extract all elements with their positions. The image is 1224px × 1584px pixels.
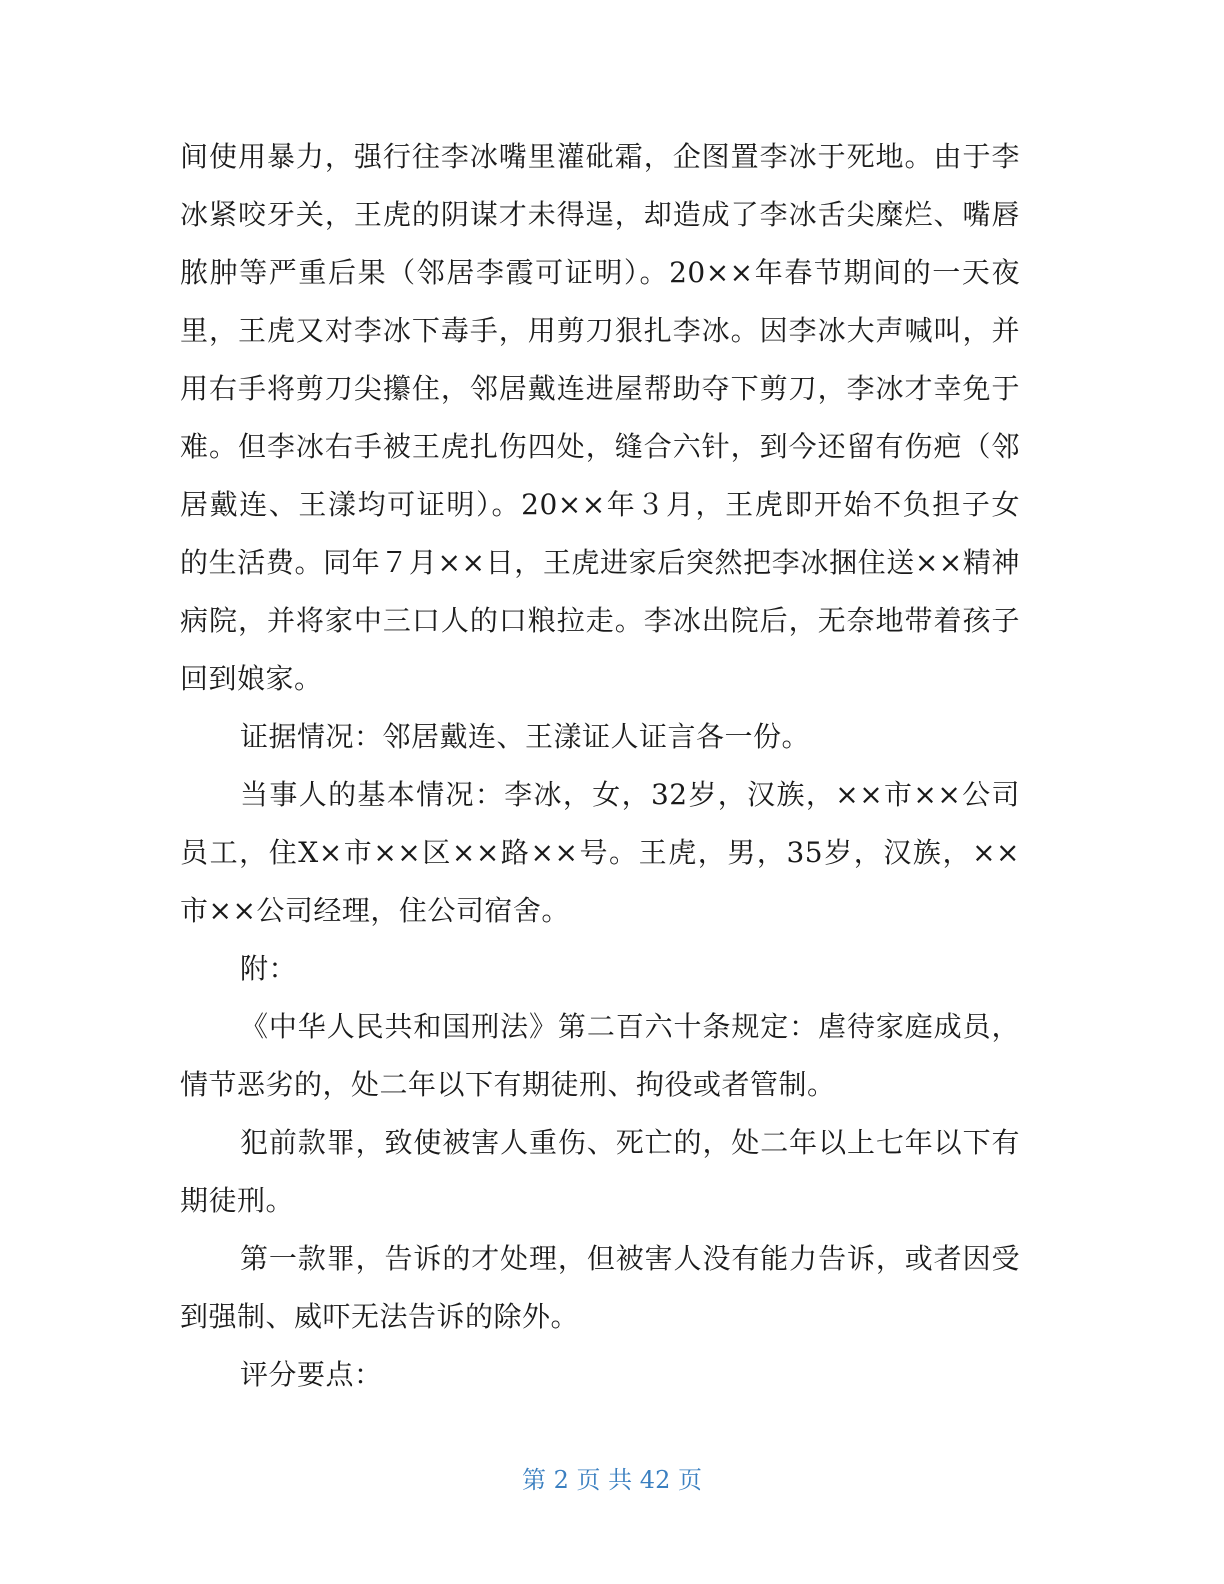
- paragraph-law-article: 《中华人民共和国刑法》第二百六十条规定：虐待家庭成员，情节恶劣的，处二年以下有期徒刑、拘役或者管制。: [180, 1010, 1020, 1101]
- document-body: [180, 128, 1020, 1404]
- paragraph-scoring-heading: 评分要点：: [240, 1358, 383, 1391]
- page-number-footer: 第 2 页 共 42 页: [522, 1466, 702, 1494]
- paragraph-law-clause-2: 犯前款罪，致使被害人重伤、死亡的，处二年以上七年以下有期徒刑。: [180, 1126, 1020, 1217]
- paragraph-evidence: 证据情况：邻居戴连、王漾证人证言各一份。: [240, 720, 811, 753]
- paragraph-appendix-heading: 附：: [240, 952, 298, 985]
- paragraph-law-clause-3: 第一款罪，告诉的才处理，但被害人没有能力告诉，或者因受到强制、威吓无法告诉的除外。: [180, 1242, 1020, 1333]
- paragraph-case-facts: 间使用暴力，强行往李冰嘴里灌砒霜，企图置李冰于死地。由于李冰紧咬牙关，王虎的阴谋才未得逞，却造成了李冰舌尖糜烂、嘴唇脓肿等严重后果（邻居李霞可证明）。20××年春节期间的一天夜里，王虎又对李冰下毒手，用剪刀狠扎李冰。因李冰大声喊叫，并用右手将剪刀尖攥住，邻居戴连进屋帮助夺下剪刀，李冰才幸免于难。但李冰右手被王虎扎伤四处，缝合六针，到今还留有伤疤（邻居戴连、王漾均可证明）。20××年３月，王虎即开始不负担子女的生活费。同年７月××日，王虎进家后突然把李冰捆住送××精神病院，并将家中三口人的口粮拉走。李冰出院后，无奈地带着孩子回到娘家。: [180, 140, 1020, 695]
- paragraph-parties: 当事人的基本情况：李冰，女，32岁，汉族，××市××公司员工，住X×市××区××路××号。王虎，男，35岁，汉族，××市××公司经理，住公司宿舍。: [180, 778, 1020, 927]
